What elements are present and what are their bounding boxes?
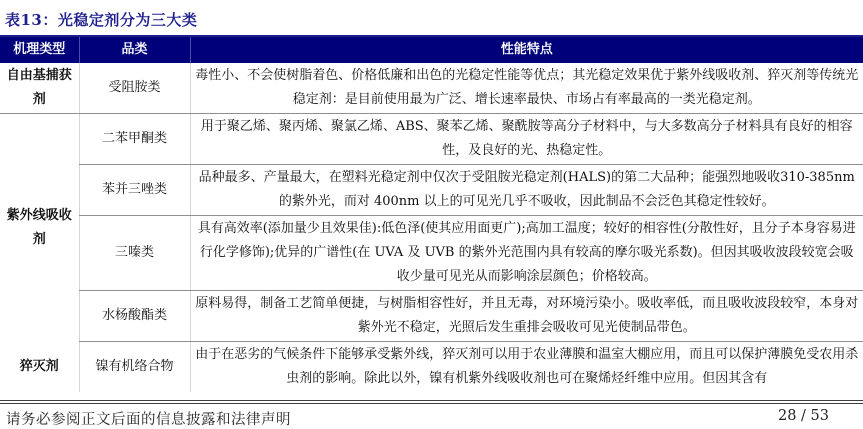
table-row bbox=[0, 291, 863, 342]
features-benzophenone: 用于聚乙烯、聚丙烯、聚氯乙烯、ABS、聚苯乙烯、聚酰胺等高分子材料中，与大多数高分子材料具有良好的相容性，及良好的光、热稳定性。 bbox=[190, 114, 863, 165]
page-footer bbox=[0, 400, 863, 429]
table-header-row bbox=[0, 37, 863, 63]
table-row bbox=[0, 216, 863, 291]
table-row bbox=[0, 114, 863, 165]
category-benzotriazole: 苯并三唑类 bbox=[79, 165, 190, 216]
category-benzophenone: 二苯甲酮类 bbox=[79, 114, 190, 165]
features-hindered-amine: 毒性小、不会使树脂着色、价格低廉和出色的光稳定性能等优点；其光稳定效果优于紫外线吸收剂、猝灭剂等传统光稳定剂：是目前使用最为广泛、增长速率最快、市场占有率最高的一类光稳定剂。 bbox=[190, 63, 863, 114]
table-row bbox=[0, 165, 863, 216]
category-triazine: 三嗪类 bbox=[79, 216, 190, 291]
features-nickel-organic-complex: 由于在恶劣的气候条件下能够承受紫外线，猝灭剂可以用于农业薄膜和温室大棚应用，而且可以保护薄膜免受农用杀虫剂的影响。除此以外，镍有机紫外线吸收剂也可在聚烯烃纤维中应用。但因其含有 bbox=[190, 342, 863, 393]
features-benzotriazole: 品种最多、产量最大，在塑料光稳定剂中仅次于受阻胺光稳定剂(HALS)的第二大品种；能强烈地吸收310-385nm 的紫外光，而对 400nm 以上的可见光几乎不吸收，因此制品不会泛色其稳定性较好。 bbox=[190, 165, 863, 216]
mechanism-quencher: 猝灭剂 bbox=[0, 342, 79, 393]
mechanism-uv-absorber: 紫外线吸收剂 bbox=[0, 114, 79, 342]
table-row bbox=[0, 63, 863, 114]
report-page bbox=[0, 9, 863, 428]
table-row bbox=[0, 342, 863, 393]
features-salicylate: 原料易得，制备工艺简单便捷，与树脂相容性好，并且无毒，对环境污染小。吸收率低，而且吸收波段较窄，本身对紫外光不稳定，光照后发生重排会吸收可见光使制品带色。 bbox=[190, 291, 863, 342]
header-category: 品类 bbox=[79, 37, 190, 63]
light-stabilizer-table bbox=[0, 37, 863, 392]
features-triazine: 具有高效率(添加量少且效果佳):低色泽(使其应用面更广);高加工温度；较好的相容性(分散性好，且分子本身容易进行化学修饰);优异的广谱性(在 UVA 及 UVB 的紫外光范围内具有较高的摩尔吸光系数)。但因其吸收波段较宽会吸收少量可见光从而影响涂层颜色；价格较高。 bbox=[190, 216, 863, 291]
category-hindered-amine: 受阻胺类 bbox=[79, 63, 190, 114]
category-salicylate: 水杨酸酯类 bbox=[79, 291, 190, 342]
header-features: 性能特点 bbox=[190, 37, 863, 63]
table-title: 表13：光稳定剂分为三大类 bbox=[5, 11, 198, 29]
footer-disclaimer: 请务必参阅正文后面的信息披露和法律声明 bbox=[6, 412, 291, 428]
header-mechanism-type: 机理类型 bbox=[0, 37, 79, 63]
mechanism-free-radical-scavenger: 自由基捕获剂 bbox=[0, 63, 79, 114]
footer-page-number: 28 / 53 bbox=[777, 408, 829, 424]
category-nickel-organic-complex: 镍有机络合物 bbox=[79, 342, 190, 393]
